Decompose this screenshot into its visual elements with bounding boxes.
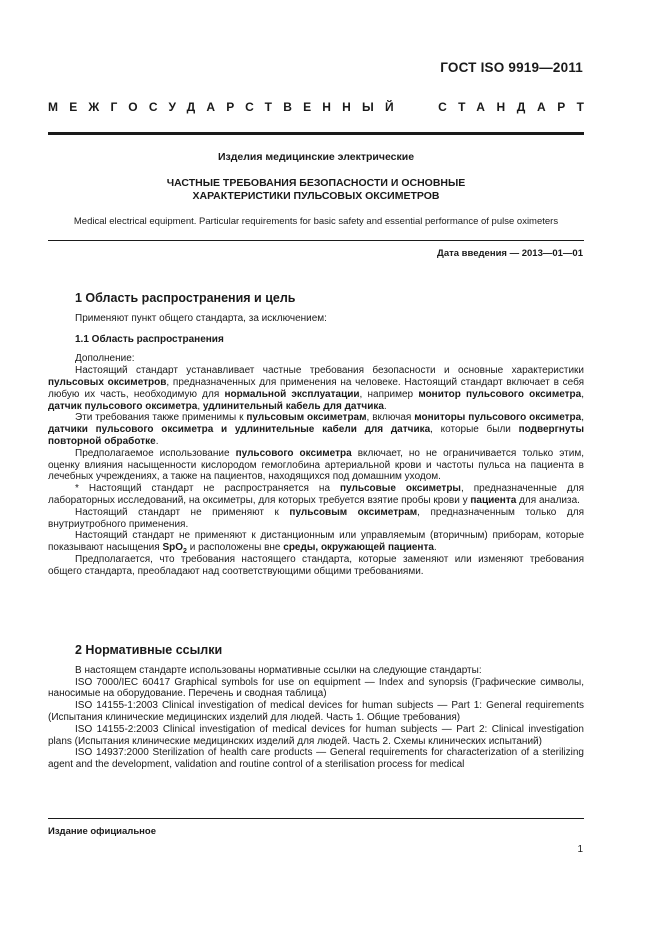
footer-rule — [48, 818, 584, 819]
paragraph-7: Предполагается, что требования настоящего стандарта, которые заменяют или изменяют требования общего стандарта, преобладают над соответствующими общими требованиями. — [48, 553, 584, 577]
document-code: ГОСТ ISO 9919—2011 — [440, 60, 583, 75]
introduction-date: Дата введения — 2013—01—01 — [437, 248, 583, 259]
standard-heading — [48, 100, 596, 114]
document-title — [48, 177, 584, 203]
title-divider — [48, 240, 584, 241]
title-line-1: ЧАСТНЫЕ ТРЕБОВАНИЯ БЕЗОПАСНОСТИ И ОСНОВНЫЕ — [166, 177, 466, 189]
reference-item: ISO 14155-2:2003 Clinical investigation of medical devices for human subjects — Part 2: Clinical investigation plans (Испытания клинические медицинских изделий для людей. Часть 2. Схемы клинических испытаний) — [48, 723, 584, 747]
paragraph-1: Настоящий стандарт устанавливает частные требования безопасности и основные характеристики пульсовых оксиметров, предназначенных для применения на человеке. Настоящий стандарт включает в себя любую их часть, необходимую для нормальной эксплуатации, например монитор пульсового оксиметра, датчик пульсового оксиметра, удлинительный кабель для датчика. — [48, 365, 584, 412]
heading-word-standard: СТАНДАРТ — [438, 100, 596, 114]
section-2-heading: 2 Нормативные ссылки — [75, 643, 223, 657]
paragraph-6: Настоящий стандарт не применяют к дистанционным или управляемым (вторичным) приборам, которые показывают насыщения SpO$_2$ и расположены вне среды, окружающей пациента. — [48, 530, 584, 556]
section-2 — [48, 645, 584, 771]
official-edition-label: Издание официальное — [48, 826, 156, 837]
reference-item: ISO 14155-1:2003 Clinical investigation of medical devices for human subjects — Part 1: General requirements (Испытания клинические медицинских изделий для людей. Часть 1. Общие требования) — [48, 700, 584, 723]
reference-item: ISO 14937:2000 Sterilization of health care products — General requirements for characterization of a sterilizing agent and the development, validation and routine control of a sterilisation process for medical — [48, 747, 584, 771]
section-1-heading: 1 Область распространения и цель — [75, 291, 296, 305]
reference-item: ISO 7000/IEC 60417 Graphical symbols for use on equipment — Index and synopsis (Графические символы, наносимые на оборудование. Перечень и сводная таблица) — [48, 676, 584, 700]
english-title: Medical electrical equipment. Particular requirements for basic safety and essential performance of pulse oximeters — [73, 216, 559, 227]
document-subtitle: Изделия медицинские электрические — [217, 151, 415, 163]
title-line-2: ХАРАКТЕРИСТИКИ ПУЛЬСОВЫХ ОКСИМЕТРОВ — [192, 190, 440, 202]
paragraph-5: Настоящий стандарт не применяют к пульсовым оксиметрам, предназначенным только для внутриутробного применения. — [48, 506, 584, 530]
section-1-intro: Применяют пункт общего стандарта, за исключением: — [75, 312, 327, 324]
addition-label: Дополнение: — [75, 353, 135, 365]
subsection-1-1-heading: 1.1 Область распространения — [75, 333, 224, 345]
section-2-intro: В настоящем стандарте использованы нормативные ссылки на следующие стандарты: — [75, 664, 482, 676]
paragraph-2: Эти требования также применимы к пульсовым оксиметрам, включая мониторы пульсового оксиметра, датчики пульсового оксиметра и удлинительные кабели для датчика, которые были подвергнуты повторной обработке. — [48, 412, 584, 447]
paragraph-3: Предполагаемое использование пульсового оксиметра включает, но не ограничивается только этим, оценку влияния насыщенности кислородом гемоглобина артериальной крови и частоты пульса на пациента в лечебных учреждениях, а также на пациентов, находящихся под домашним уходом. — [48, 447, 584, 483]
heading-rule — [48, 132, 584, 135]
page-number: 1 — [577, 844, 583, 855]
heading-word-interstate: МЕЖГОСУДАРСТВЕННЫЙ — [48, 100, 405, 114]
paragraph-4: * Настоящий стандарт не распространяется на пульсовые оксиметры, предназначенные для лабораторных исследований, на оксиметры, для которых требуется взятие пробы крови у пациента для анализа. — [48, 483, 585, 506]
section-1 — [48, 293, 584, 578]
